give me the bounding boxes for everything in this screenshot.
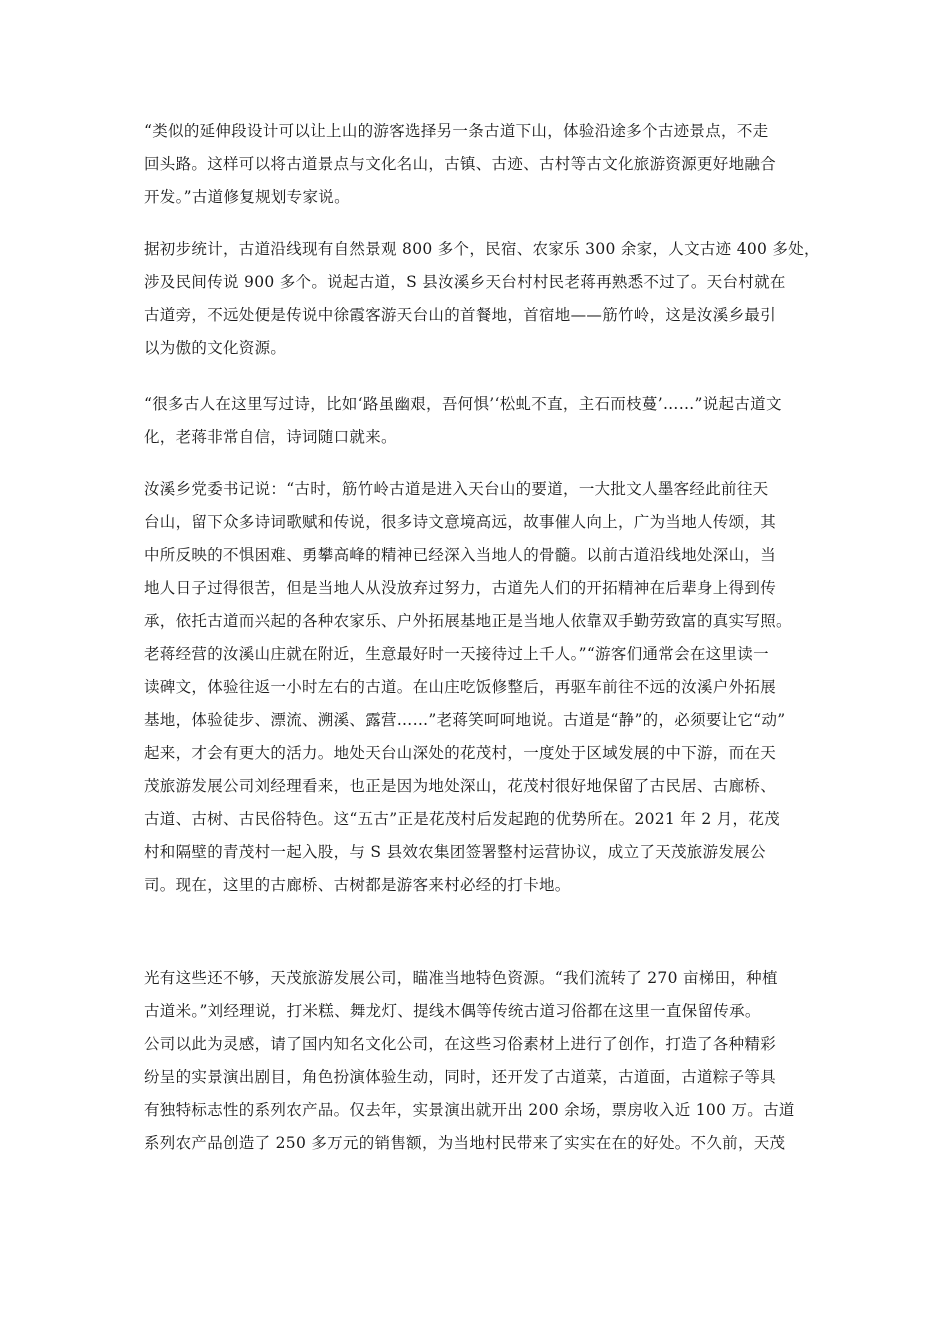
text-line: 司。现在，这里的古廊桥、古树都是游客来村必经的打卡地。 bbox=[144, 876, 571, 894]
text-line: 起来，才会有更大的活力。地处天台山深处的花茂村，一度处于区域发展的中下游，而在天 bbox=[144, 744, 777, 762]
text-line: 据初步统计，古道沿线现有自然景观 800 多个，民宿、农家乐 300 余家，人文古迹 400 多处， bbox=[144, 240, 820, 258]
text-line: 读碑文，体验往返一小时左右的古道。在山庄吃饭修整后，再驱车前往不远的汝溪户外拓展 bbox=[144, 678, 777, 696]
text-line: 基地，体验徒步、漂流、溯溪、露营……”老蒋笑呵呵地说。古道是“静”的，必须要让它“动” bbox=[144, 711, 786, 729]
text-line: 中所反映的不惧困难、勇攀高峰的精神已经深入当地人的骨髓。以前古道沿线地处深山，当 bbox=[144, 546, 777, 564]
paragraph-tianmao-company bbox=[144, 962, 844, 1160]
text-line: 公司以此为灵感，请了国内知名文化公司，在这些习俗素材上进行了创作，打造了各种精彩 bbox=[144, 1035, 777, 1053]
text-line: 村和隔壁的青茂村一起入股，与 S 县效农集团签署整村运营协议，成立了天茂旅游发展公 bbox=[144, 843, 766, 861]
text-line: 老蒋经营的汝溪山庄就在附近，生意最好时一天接待过上千人。”“游客们通常会在这里读一 bbox=[144, 645, 769, 663]
text-line: 古道米。”刘经理说，打米糕、舞龙灯、提线木偶等传统古道习俗都在这里一直保留传承。 bbox=[144, 1002, 761, 1020]
paragraph-party-secretary bbox=[144, 473, 844, 902]
paragraph-statistics bbox=[144, 233, 844, 365]
text-line: 纷呈的实景演出剧目，角色扮演体验生动，同时，还开发了古道菜，古道面，古道粽子等具 bbox=[144, 1068, 777, 1086]
text-line: 光有这些还不够，天茂旅游发展公司，瞄准当地特色资源。“我们流转了 270 亩梯田，种植 bbox=[144, 969, 778, 987]
text-line: 台山，留下众多诗词歌赋和传说，很多诗文意境高远，故事催人向上，广为当地人传颂，其 bbox=[144, 513, 777, 531]
text-line: 开发。”古道修复规划专家说。 bbox=[144, 188, 350, 206]
text-line: 承，依托古道而兴起的各种农家乐、户外拓展基地正是当地人依靠双手勤劳致富的真实写照。 bbox=[144, 612, 792, 630]
text-line: 地人日子过得很苦，但是当地人从没放弃过努力，古道先人们的开拓精神在后辈身上得到传 bbox=[144, 579, 777, 597]
paragraph-ancient-poems bbox=[144, 388, 844, 454]
text-line: 古道、古树、古民俗特色。这“五古”正是花茂村后发起跑的优势所在。2021 年 2 月，花茂 bbox=[144, 810, 780, 828]
text-line: “类似的延伸段设计可以让上山的游客选择另一条古道下山，体验沿途多个古迹景点，不走 bbox=[144, 122, 769, 140]
text-line: 茂旅游发展公司刘经理看来，也正是因为地处深山，花茂村很好地保留了古民居、古廊桥、 bbox=[144, 777, 777, 795]
text-line: 回头路。这样可以将古道景点与文化名山，古镇、古迹、古村等古文化旅游资源更好地融合 bbox=[144, 155, 777, 173]
paragraph-extension-design bbox=[144, 115, 844, 214]
text-line: “很多古人在这里写过诗，比如‘路虽幽艰，吾何惧’‘松虬不直，主石而枝蔓’……”说起古道文 bbox=[144, 395, 782, 413]
text-line: 系列农产品创造了 250 多万元的销售额，为当地村民带来了实实在在的好处。不久前，天茂 bbox=[144, 1134, 786, 1152]
text-line: 汝溪乡党委书记说：“古时，筋竹岭古道是进入天台山的要道，一大批文人墨客经此前往天 bbox=[144, 480, 769, 498]
text-line: 化，老蒋非常自信，诗词随口就来。 bbox=[144, 428, 397, 446]
text-line: 古道旁，不远处便是传说中徐霞客游天台山的首餐地，首宿地——筋竹岭，这是汝溪乡最引 bbox=[144, 306, 777, 324]
text-line: 涉及民间传说 900 多个。说起古道，S 县汝溪乡天台村村民老蒋再熟悉不过了。天台村就在 bbox=[144, 273, 786, 291]
text-line: 有独特标志性的系列农产品。仅去年，实景演出就开出 200 余场，票房收入近 100 万。古道 bbox=[144, 1101, 795, 1119]
text-line: 以为傲的文化资源。 bbox=[144, 339, 287, 357]
